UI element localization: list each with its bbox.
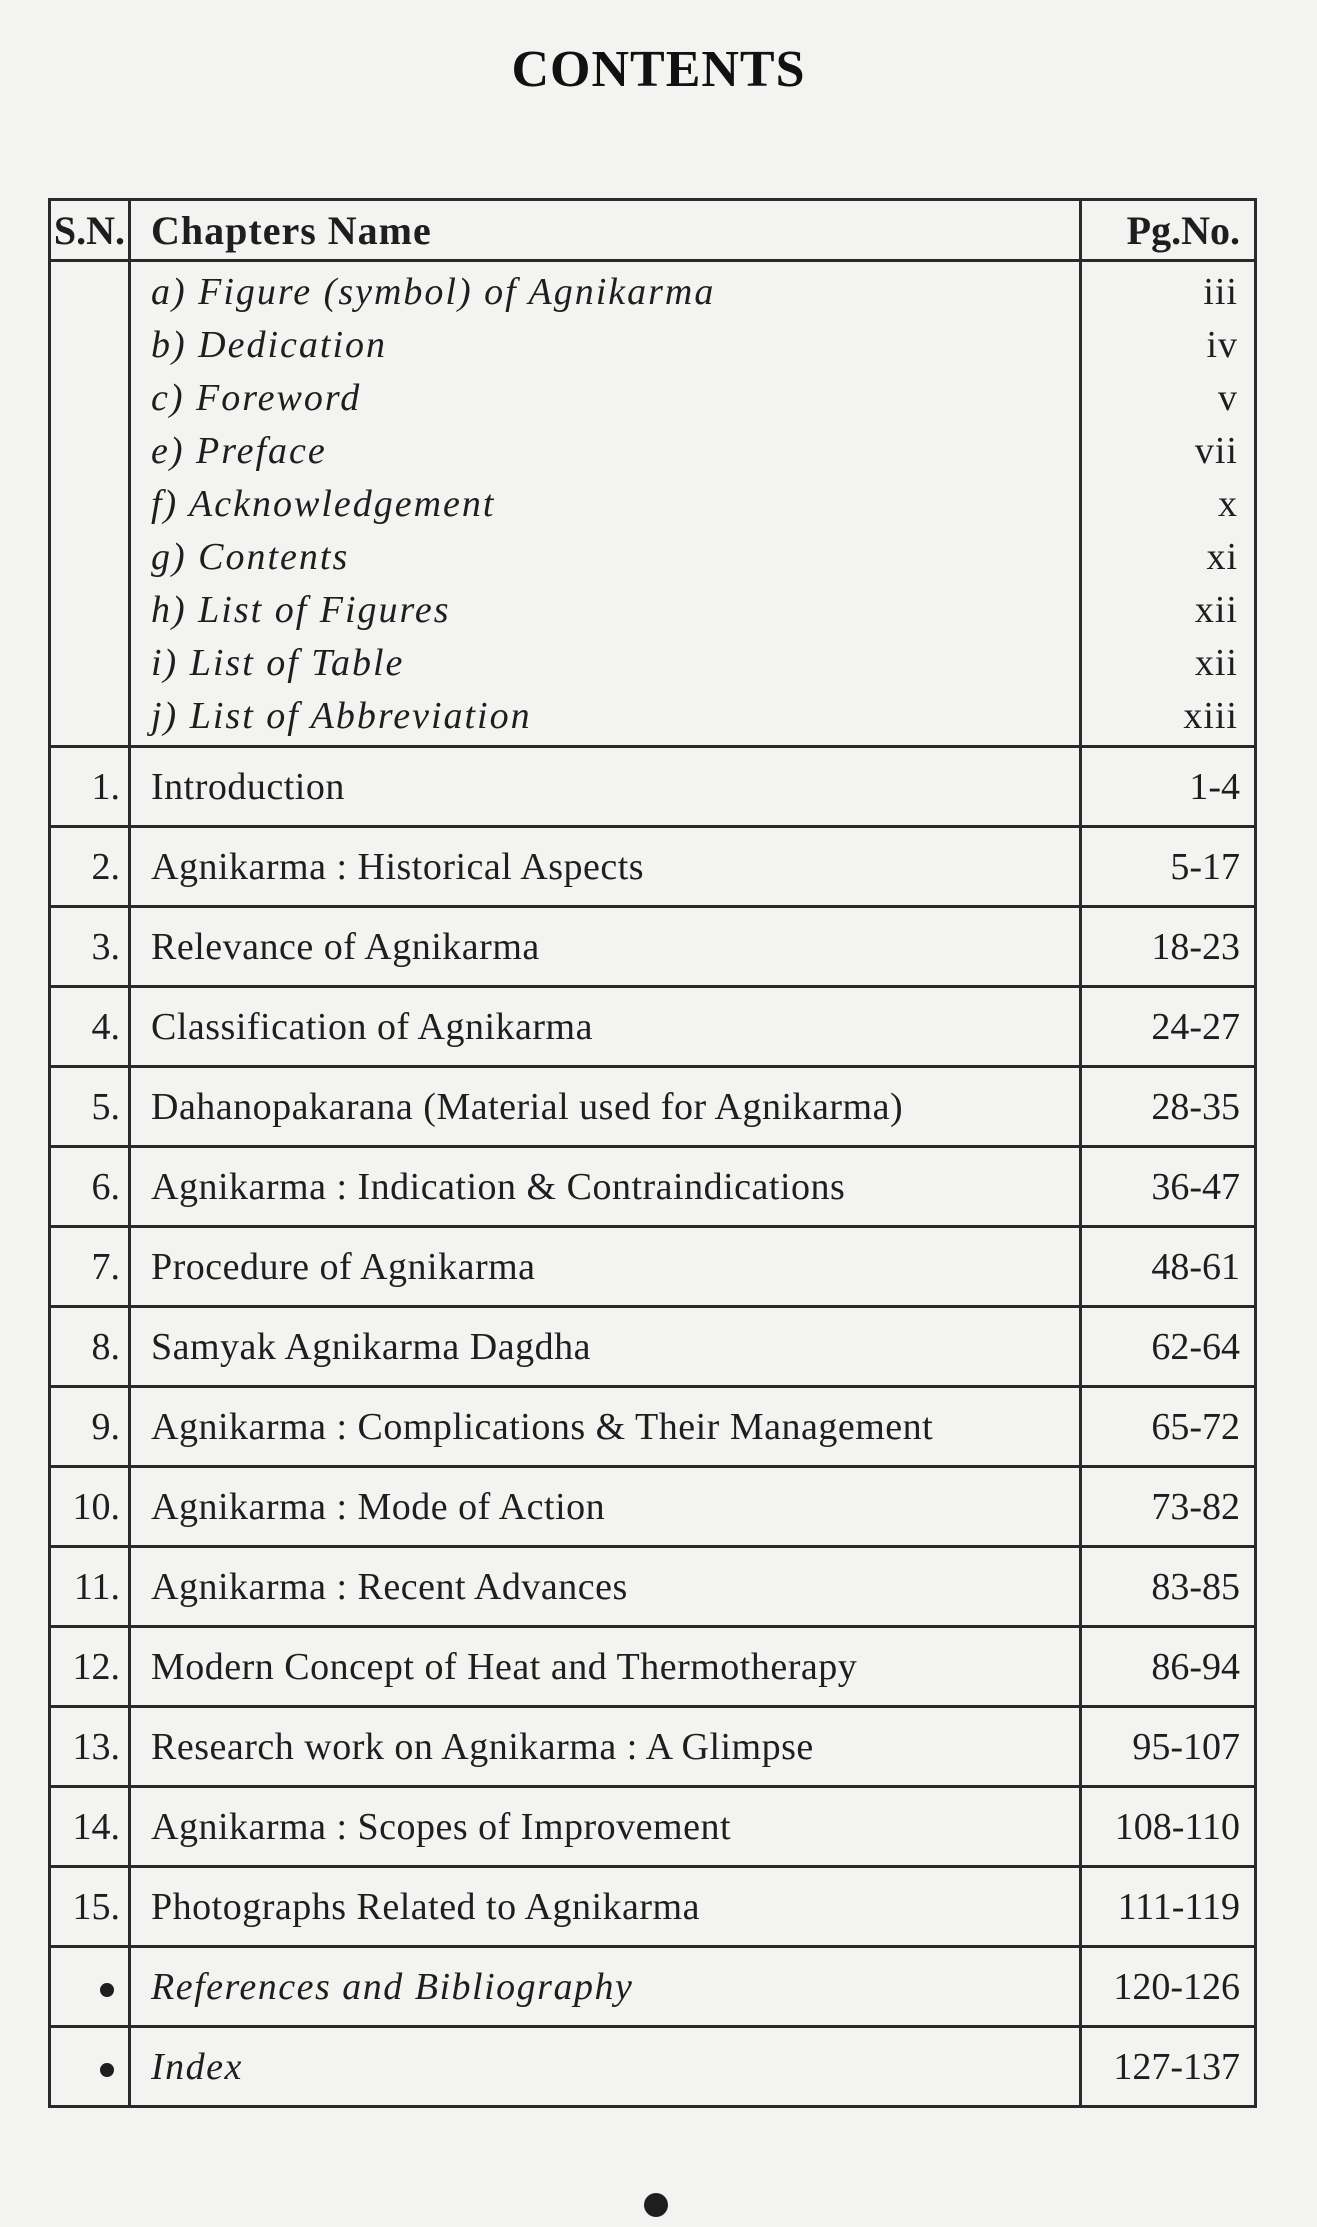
chapter-title: Agnikarma : Historical Aspects: [130, 827, 1081, 907]
chapter-title: Agnikarma : Recent Advances: [130, 1547, 1081, 1627]
page-bullet-mark: [644, 2193, 668, 2217]
front-matter-item: c) Foreword: [151, 377, 362, 419]
chapter-number: 11.: [50, 1547, 130, 1627]
front-matter-page: iv: [1206, 324, 1238, 366]
front-matter-item: h) List of Figures: [151, 589, 451, 631]
chapter-page: 62-64: [1081, 1307, 1256, 1387]
table-row: [50, 1067, 1256, 1147]
table-row: [50, 1787, 1256, 1867]
chapter-title: Procedure of Agnikarma: [130, 1227, 1081, 1307]
chapter-number: 7.: [50, 1227, 130, 1307]
front-matter-titles-cell: [130, 261, 1081, 747]
chapter-number: 14.: [50, 1787, 130, 1867]
bullet-cell: [50, 1947, 130, 2027]
chapter-page: 5-17: [1081, 827, 1256, 907]
chapter-page: 65-72: [1081, 1387, 1256, 1467]
chapter-title: Photographs Related to Agnikarma: [130, 1867, 1081, 1947]
chapter-number: 15.: [50, 1867, 130, 1947]
chapter-title: Classification of Agnikarma: [130, 987, 1081, 1067]
chapter-page: 111-119: [1081, 1867, 1256, 1947]
table-row: [50, 1947, 1256, 2027]
front-matter-item: f) Acknowledgement: [151, 483, 496, 525]
front-matter-pages-cell: [1081, 261, 1256, 747]
chapter-number: 3.: [50, 907, 130, 987]
chapter-page: 24-27: [1081, 987, 1256, 1067]
front-matter-page: xi: [1206, 536, 1238, 578]
chapter-page: 1-4: [1081, 747, 1256, 827]
chapter-number: 2.: [50, 827, 130, 907]
chapter-page: 83-85: [1081, 1547, 1256, 1627]
table-row: [50, 1147, 1256, 1227]
chapter-number: 10.: [50, 1467, 130, 1547]
chapter-page: 36-47: [1081, 1147, 1256, 1227]
chapter-page: 18-23: [1081, 907, 1256, 987]
front-matter-item: i) List of Table: [151, 642, 405, 684]
front-matter-page: x: [1218, 483, 1238, 525]
chapter-title: Agnikarma : Indication & Contraindications: [130, 1147, 1081, 1227]
bullet-icon: [100, 1983, 114, 1997]
header-sn: S.N.: [50, 200, 130, 261]
contents-table: [48, 198, 1257, 2108]
chapter-title: Samyak Agnikarma Dagdha: [130, 1307, 1081, 1387]
table-row: [50, 2027, 1256, 2107]
front-matter-row: [50, 261, 1256, 747]
back-matter-title: Index: [130, 2027, 1081, 2107]
front-matter-item: g) Contents: [151, 536, 350, 578]
chapter-title: Agnikarma : Complications & Their Management: [130, 1387, 1081, 1467]
chapter-title: Research work on Agnikarma : A Glimpse: [130, 1707, 1081, 1787]
table-header-row: [50, 200, 1256, 261]
front-matter-page: iii: [1203, 271, 1238, 313]
table-row: [50, 1547, 1256, 1627]
table-row: [50, 1307, 1256, 1387]
front-matter-page: xiii: [1183, 695, 1238, 737]
front-matter-item: a) Figure (symbol) of Agnikarma: [151, 271, 716, 313]
page-title: CONTENTS: [511, 41, 806, 98]
chapter-title: Dahanopakarana (Material used for Agnikarma): [130, 1067, 1081, 1147]
chapter-number: 1.: [50, 747, 130, 827]
front-matter-item: j) List of Abbreviation: [151, 695, 532, 737]
table-row: [50, 747, 1256, 827]
chapter-title: Agnikarma : Scopes of Improvement: [130, 1787, 1081, 1867]
front-matter-item: b) Dedication: [151, 324, 388, 366]
back-matter-title: References and Bibliography: [130, 1947, 1081, 2027]
chapter-number: 4.: [50, 987, 130, 1067]
table-row: [50, 1627, 1256, 1707]
chapter-number: 5.: [50, 1067, 130, 1147]
chapter-page: 73-82: [1081, 1467, 1256, 1547]
chapter-number: 8.: [50, 1307, 130, 1387]
chapter-number: 13.: [50, 1707, 130, 1787]
back-matter-page: 120-126: [1081, 1947, 1256, 2027]
header-chapters-name: Chapters Name: [130, 200, 1081, 261]
table-row: [50, 987, 1256, 1067]
front-matter-page: v: [1218, 377, 1238, 419]
table-row: [50, 827, 1256, 907]
bullet-cell: [50, 2027, 130, 2107]
front-matter-page: xii: [1194, 642, 1238, 684]
chapter-page: 108-110: [1081, 1787, 1256, 1867]
table-row: [50, 1467, 1256, 1547]
chapter-number: 12.: [50, 1627, 130, 1707]
chapter-page: 48-61: [1081, 1227, 1256, 1307]
chapter-number: 9.: [50, 1387, 130, 1467]
chapter-page: 28-35: [1081, 1067, 1256, 1147]
bullet-icon: [100, 2063, 114, 2077]
table-row: [50, 1867, 1256, 1947]
chapter-title: Modern Concept of Heat and Thermotherapy: [130, 1627, 1081, 1707]
back-matter-page: 127-137: [1081, 2027, 1256, 2107]
table-row: [50, 1707, 1256, 1787]
table-row: [50, 1387, 1256, 1467]
front-matter-sn-cell: [50, 261, 130, 747]
header-page-number: Pg.No.: [1081, 200, 1256, 261]
chapter-title: Introduction: [130, 747, 1081, 827]
chapter-title: Relevance of Agnikarma: [130, 907, 1081, 987]
chapter-page: 95-107: [1081, 1707, 1256, 1787]
table-row: [50, 907, 1256, 987]
front-matter-page: xii: [1194, 589, 1238, 631]
front-matter-item: e) Preface: [151, 430, 327, 472]
chapter-page: 86-94: [1081, 1627, 1256, 1707]
front-matter-page: vii: [1194, 430, 1238, 472]
chapter-title: Agnikarma : Mode of Action: [130, 1467, 1081, 1547]
chapter-number: 6.: [50, 1147, 130, 1227]
table-row: [50, 1227, 1256, 1307]
